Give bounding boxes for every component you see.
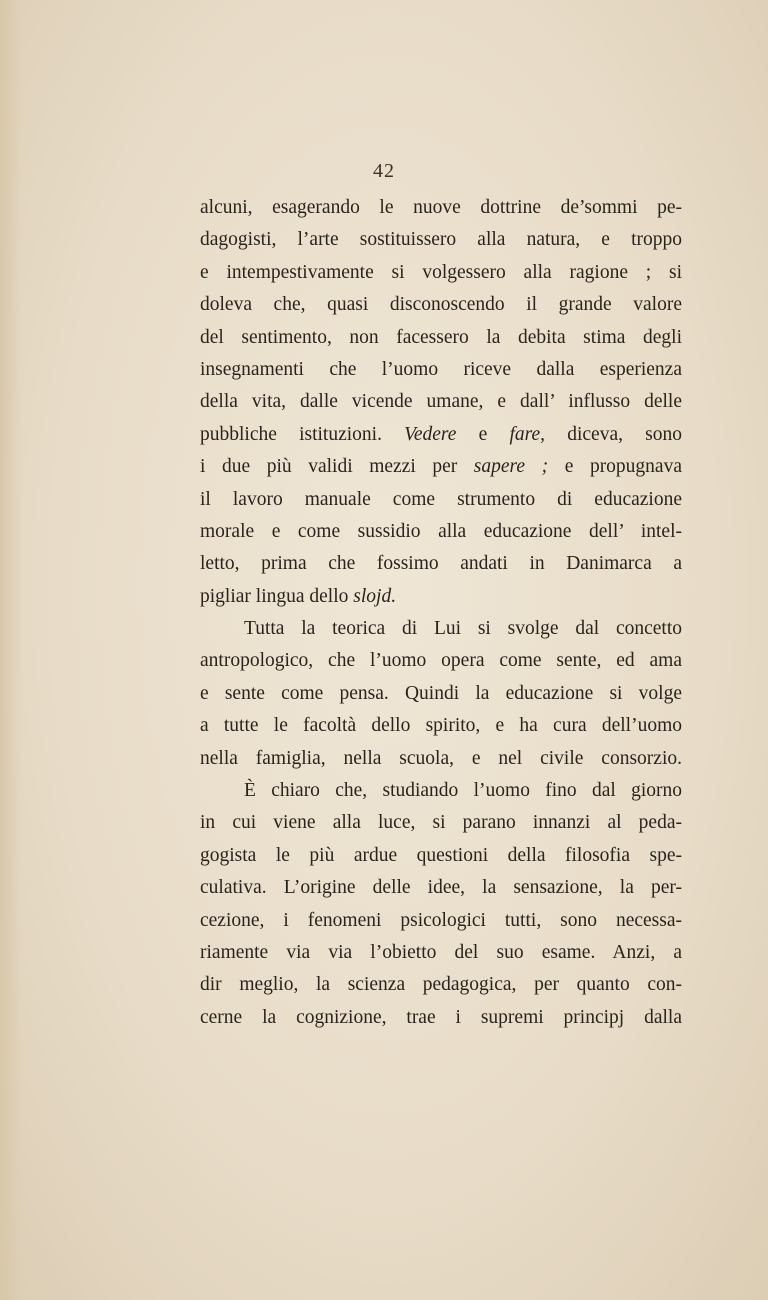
page-edge-shadow: [0, 0, 22, 1300]
text-line: culativa. L’origine delle idee, la sensazione, la per-: [200, 877, 682, 899]
text-line: gogista le più ardue questioni della filosofia spe-: [200, 844, 682, 866]
text-line: letto, prima che fossimo andati in Danimarca a: [200, 553, 682, 575]
text-line: in cui viene alla luce, si parano innanzi al peda-: [200, 812, 682, 834]
text-line: dagogisti, l’arte sostituissero alla natura, e troppo: [200, 229, 682, 251]
text-line: alcuni, esagerando le nuove dottrine de’sommi pe-: [200, 197, 682, 218]
italic-word: fare,: [509, 423, 546, 445]
text-line: doleva che, quasi disconoscendo il grande valore: [200, 294, 682, 316]
italic-word: slojd.: [353, 585, 397, 607]
paragraph-first-line: Tutta la teorica di Lui si svolge dal concetto: [244, 618, 682, 640]
text-line: della vita, dalle vicende umane, e dall’ influsso delle: [200, 391, 682, 413]
text-line: pubbliche istituzioni. Vedere e fare, diceva, sono: [200, 423, 682, 445]
text-line: pigliar lingua dello slojd.: [200, 585, 397, 607]
italic-word: Vedere: [404, 423, 457, 445]
text-line: i due più validi mezzi per sapere ; e propugnava: [200, 456, 682, 478]
italic-word: sapere ;: [473, 456, 549, 478]
text-line: insegnamenti che l’uomo riceve dalla esperienza: [200, 358, 682, 380]
body-text: [200, 192, 682, 1034]
page-number: 42: [373, 160, 395, 182]
text-line: cezione, i fenomeni psicologici tutti, sono necessa-: [200, 909, 682, 931]
text-line: morale e come sussidio alla educazione dell’ intel-: [200, 520, 682, 542]
text-line: e sente come pensa. Quindi la educazione si volge: [200, 682, 682, 704]
text-line: e intempestivamente si volgessero alla ragione ; si: [200, 261, 682, 283]
text-line: a tutte le facoltà dello spirito, e ha cura dell’uomo: [200, 715, 682, 737]
text-line: cerne la cognizione, trae i supremi principj dalla: [200, 1006, 682, 1028]
text-line: nella famiglia, nella scuola, e nel civile consorzio.: [200, 747, 682, 769]
paragraph-first-line: È chiaro che, studiando l’uomo fino dal giorno: [244, 780, 682, 802]
text-line: antropologico, che l’uomo opera come sente, ed ama: [200, 650, 682, 672]
text-line: il lavoro manuale come strumento di educazione: [200, 488, 682, 510]
text-line: del sentimento, non facessero la debita stima degli: [200, 326, 682, 348]
text-line: riamente via via l’obietto del suo esame. Anzi, a: [200, 941, 682, 963]
text-line: dir meglio, la scienza pedagogica, per quanto con-: [200, 974, 682, 996]
